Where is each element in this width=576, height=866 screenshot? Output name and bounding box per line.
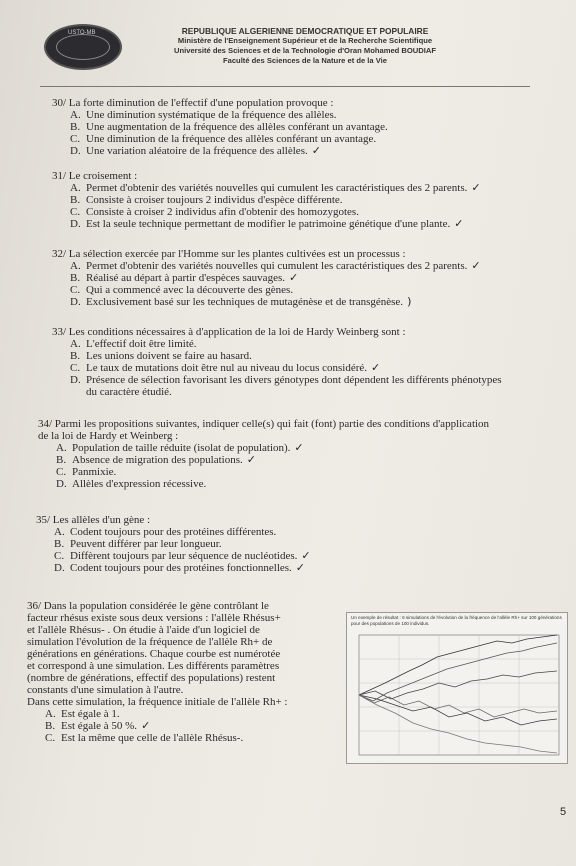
option-a: A. Une diminution systématique de la fréquence des allèles. <box>70 109 337 121</box>
header-faculty: Faculté des Sciences de la Nature et de la Vie <box>222 56 388 65</box>
option-a: A. Population de taille réduite (isolat de population). ✓ <box>56 441 304 454</box>
option-b: B. Peuvent différer par leur longueur. <box>54 538 222 550</box>
option-d: D. Présence de sélection favorisant les divers génotypes dont dépendent les différents phénotypes <box>70 374 502 386</box>
university-logo <box>44 24 122 70</box>
question-31 <box>52 170 481 230</box>
header-ministry: Ministère de l'Enseignement Supérieur et de la Recherche Scientifique <box>177 36 433 45</box>
q36-line: et correspond à une simulation. Les différents paramètres <box>27 660 280 672</box>
q36-line: (nombre de générations, effectif des populations) restent <box>27 672 276 684</box>
check-mark-icon: ✓ <box>311 144 321 157</box>
question-title: 34/ Parmi les propositions suivantes, indiquer celle(s) qui fait (font) partie des conditions d'application <box>38 418 490 430</box>
curve-4 <box>359 695 557 717</box>
option-b: B. Est égale à 50 %. ✓ <box>45 719 151 732</box>
q36-line: constants d'une simulation à l'autre. <box>27 684 184 696</box>
option-a: A. Permet d'obtenir des variétés nouvelles qui cumulent les caractéristiques des 2 parents. ✓ <box>70 259 481 272</box>
option-a: A. Permet d'obtenir des variétés nouvelles qui cumulent les caractéristiques des 2 parents. ✓ <box>70 181 481 194</box>
question-title: 30/ La forte diminution de l'effectif d'une population provoque : <box>52 97 334 109</box>
question-title: 32/ La sélection exercée par l'Homme sur les plantes cultivées est un processus : <box>52 248 406 260</box>
header-university: Université des Sciences et de la Technologie d'Oran Mohamed BOUDIAF <box>173 46 437 55</box>
check-mark-icon: ✓ <box>295 561 306 574</box>
option-a: A. Codent toujours pour des protéines différentes. <box>54 526 277 538</box>
question-title: 35/ Les allèles d'un gène : <box>36 514 151 526</box>
plot-grid <box>359 635 559 755</box>
option-c: C. Panmixie. <box>56 466 117 478</box>
check-mark-icon: ✓ <box>246 453 256 466</box>
plot-frame <box>359 635 559 755</box>
check-mark-icon: ✓ <box>371 361 381 374</box>
figure-caption: Un exemple de résultat : 6 simulations de l'évolution de la fréquence de l'allèle Rh+ sur 100 générations pour des populations de 100 individus. <box>351 615 562 626</box>
question-34 <box>38 418 489 490</box>
option-a: A. L'effectif doit être limité. <box>70 338 197 350</box>
check-mark-icon: ✓ <box>471 259 481 272</box>
header-republic: REPUBLIQUE ALGERIENNE DEMOCRATIQUE ET POPULAIRE <box>181 26 429 36</box>
option-c: C. Consiste à croiser 2 individus afin d'obtenir des homozygotes. <box>70 206 359 218</box>
option-c: C. Une diminution de la fréquence des allèles conférant un avantage. <box>70 133 377 145</box>
question-30 <box>52 97 388 157</box>
option-b: B. Une augmentation de la fréquence des allèles conférant un avantage. <box>70 121 388 133</box>
option-a: A. Est égale à 1. <box>45 708 120 720</box>
option-b: B. Les unions doivent se faire au hasard. <box>70 350 252 362</box>
q36-line: Dans cette simulation, la fréquence initiale de l'allèle Rh+ : <box>27 696 288 708</box>
simulation-curves <box>359 635 557 753</box>
q36-line: générations en générations. Chaque courbe est numérotée <box>27 648 281 660</box>
option-d: D. Est la seule technique permettant de modifier le patrimoine génétique d'une plante. ✓ <box>70 217 464 230</box>
question-title-continued: de la loi de Hardy et Weinberg : <box>38 430 179 442</box>
simulation-plot <box>347 613 567 763</box>
check-mark-icon: ✓ <box>288 271 299 284</box>
logo-emblem <box>56 34 110 60</box>
option-c: C. Est la même que celle de l'allèle Rhésus-. <box>45 732 244 744</box>
check-mark-icon: ✓ <box>454 217 464 230</box>
page-number: 5 <box>560 806 567 818</box>
q36-line: et l'allèle Rhésus- . On étudie à l'aide d'un logiciel de <box>27 624 260 636</box>
q36-line: facteur rhésus existe sous deux versions : l'allèle Rhésus+ <box>27 612 281 624</box>
question-title: 33/ Les conditions nécessaires à d'application de la loi de Hardy Weinberg sont : <box>52 326 406 338</box>
question-35 <box>36 514 311 574</box>
check-mark-icon: ✓ <box>141 719 151 732</box>
question-36 <box>27 600 287 744</box>
document-header <box>135 26 475 66</box>
check-mark-icon: ✓ <box>471 181 481 194</box>
option-d: D. Codent toujours pour des protéines fonctionnelles. ✓ <box>54 561 306 574</box>
option-d: D. Allèles d'expression récessive. <box>56 478 207 490</box>
option-d-continued: du caractère étudié. <box>86 386 172 398</box>
option-c: C. Diffèrent toujours par leur séquence de nucléotides. ✓ <box>54 549 311 562</box>
logo-text: USTO-MB <box>68 30 96 36</box>
check-mark-icon: ✓ <box>301 549 311 562</box>
simulation-figure <box>346 612 568 764</box>
option-b: B. Réalisé au départ à partir d'espèces sauvages. ✓ <box>70 271 299 284</box>
header-divider <box>40 86 530 87</box>
option-d: D. Exclusivement basé sur les techniques de mutagénèse et de transgénèse. ) <box>70 295 412 308</box>
option-d: D. Une variation aléatoire de la fréquence des allèles. ✓ <box>70 144 321 157</box>
question-title: 31/ Le croisement : <box>52 170 138 182</box>
q36-line: 36/ Dans la population considérée le gène contrôlant le <box>27 600 269 612</box>
curve-3 <box>359 671 557 699</box>
question-32 <box>52 248 481 308</box>
option-c: C. Qui a commencé avec la découverte des gènes. <box>70 284 294 296</box>
question-33 <box>52 326 502 398</box>
check-mark-icon: ✓ <box>294 441 304 454</box>
q36-line: simulation l'évolution de la fréquence de l'allèle Rh+ de <box>27 636 273 648</box>
handwritten-scribble-icon: ) <box>407 295 412 308</box>
option-b: B. Consiste à croiser toujours 2 individus d'espèce différente. <box>70 194 343 206</box>
option-c: C. Le taux de mutations doit être nul au niveau du locus considéré. ✓ <box>70 361 381 374</box>
option-b: B. Absence de migration des populations. ✓ <box>56 453 256 466</box>
